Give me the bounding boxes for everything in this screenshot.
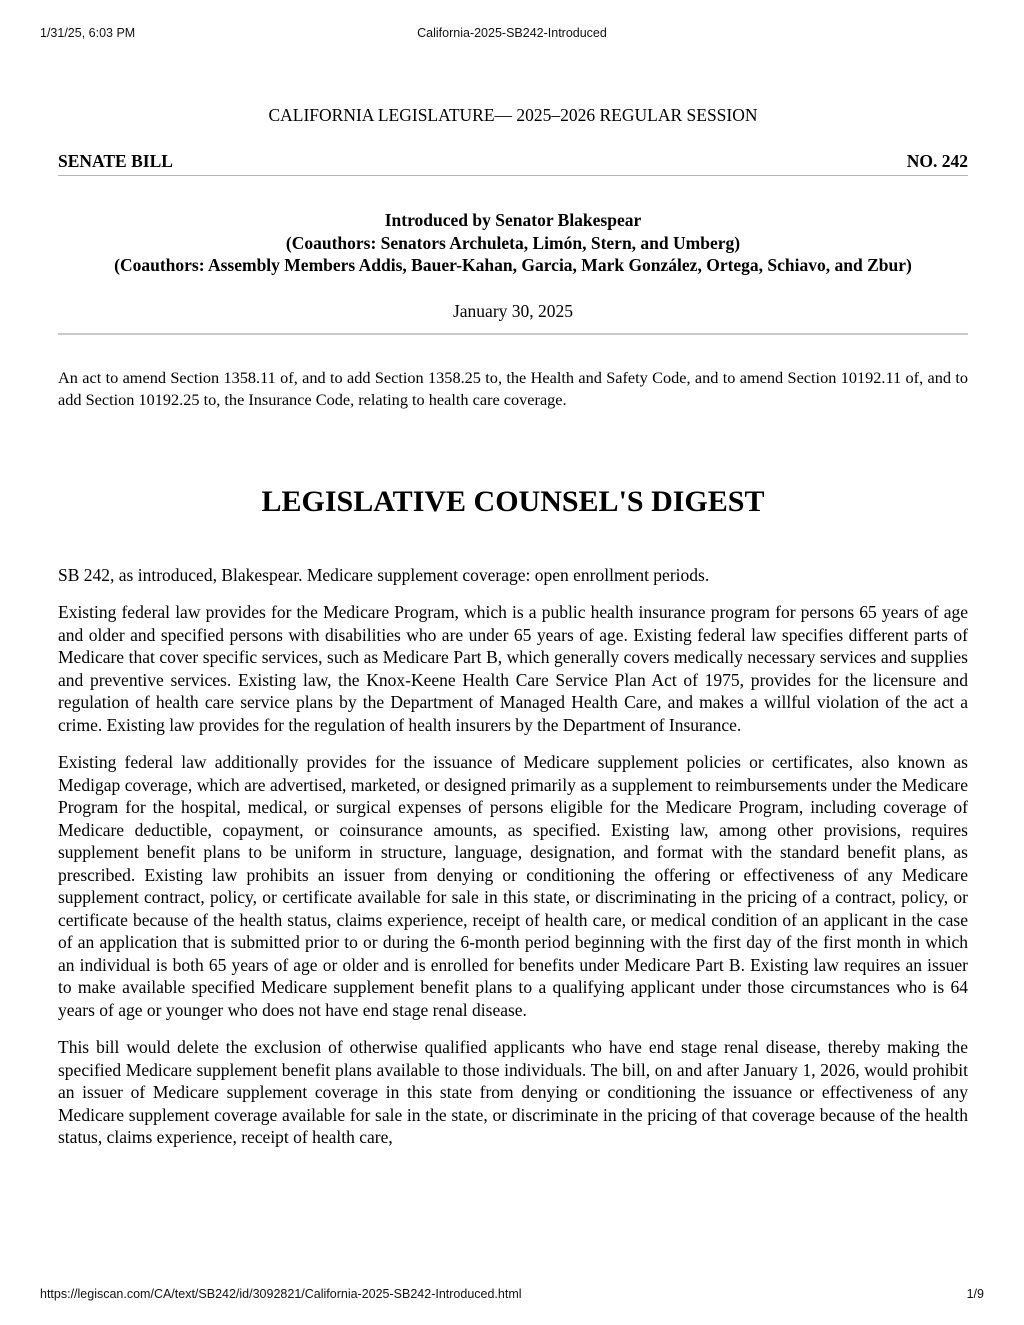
coauthors-assembly: (Coauthors: Assembly Members Addis, Bauer-Kahan, Garcia, Mark González, Ortega, Schiavo, and Zbur) [114, 255, 912, 275]
digest-paragraph: Existing federal law additionally provides for the issuance of Medicare supplement policies or certificates, also known as Medigap coverage, which are advertised, marketed, or designed primarily as a supplement to reimbursements under the Medicare Program for the hospital, medical, or surgical expenses of persons eligible for the Medicare Program, including coverage of Medicare deductible, copayment, or coinsurance amounts, as specified. Existing law, among other provisions, requires supplement benefit plans to be uniform in structure, language, designation, and format with the standard benefit plans, as prescribed. Existing law prohibits an issuer from denying or conditioning the offering or effectiveness of any Medicare supplement contract, policy, or certificate available for sale in this state, or discriminating in the pricing of a contract, policy, or certificate because of the health status, claims experience, receipt of health care, or medical condition of an applicant in the case of an application that is submitted prior to or during the 6-month period beginning with the first day of the first month in which an individual is both 65 years of age or older and is enrolled for benefits under Medicare Part B. Existing law requires an issuer to make available specified Medicare supplement benefit plans to a qualifying applicant under those circumstances who is 64 years of age or younger who does not have end stage renal disease. [58, 752, 968, 1020]
digest-summary: SB 242, as introduced, Blakespear. Medicare supplement coverage: open enrollment periods. [58, 564, 710, 585]
act-description: An act to amend Section 1358.11 of, and to add Section 1358.25 to, the Health and Safety Code, and to amend Section 10192.11 of, and to add Section 10192.25 to, the Insurance Code, relating to health care coverage. [58, 367, 968, 409]
print-datetime: 1/31/25, 6:03 PM [40, 26, 136, 40]
bill-heading-row [58, 150, 968, 176]
bill-number: NO. 242 [906, 151, 968, 171]
page-indicator: 1/9 [966, 1287, 984, 1301]
introduced-by: Introduced by Senator Blakespear [384, 210, 642, 230]
coauthors-senate: (Coauthors: Senators Archuleta, Limón, Stern, and Umberg) [285, 232, 741, 253]
session-heading: CALIFORNIA LEGISLATURE— 2025–2026 REGULAR SESSION [268, 105, 758, 125]
bill-document [58, 104, 968, 1149]
introduced-date: January 30, 2025 [58, 300, 968, 335]
authors-block [58, 209, 968, 277]
print-footer [0, 1287, 1024, 1303]
print-url: https://legiscan.com/CA/text/SB242/id/3092821/California-2025-SB242-Introduced.html [40, 1287, 522, 1301]
digest-paragraph: This bill would delete the exclusion of otherwise qualified applicants who have end stage renal disease, thereby making the specified Medicare supplement benefit plans available to those individuals. The bill, on and after January 1, 2026, would prohibit an issuer of Medicare supplement coverage in this state from denying or conditioning the issuance or effectiveness of any Medicare supplement coverage available for sale in the state, or discriminate in the pricing of that coverage because of the health status, claims experience, receipt of health care, [58, 1037, 968, 1147]
print-header [0, 26, 1024, 42]
digest-paragraph: Existing federal law provides for the Medicare Program, which is a public health insurance program for persons 65 years of age and older and specified persons with disabilities who are under 65 years of age. Existing federal law specifies different parts of Medicare that cover specific services, such as Medicare Part B, which generally covers medically necessary services and supplies and preventive services. Existing law, the Knox-Keene Health Care Service Plan Act of 1975, provides for the licensure and regulation of health care service plans by the Department of Managed Health Care, and makes a willful violation of the act a crime. Existing law provides for the regulation of health insurers by the Department of Insurance. [58, 602, 968, 735]
print-page-title: California-2025-SB242-Introduced [417, 26, 607, 40]
digest-title: LEGISLATIVE COUNSEL'S DIGEST [261, 484, 765, 518]
bill-type: SENATE BILL [58, 151, 173, 171]
